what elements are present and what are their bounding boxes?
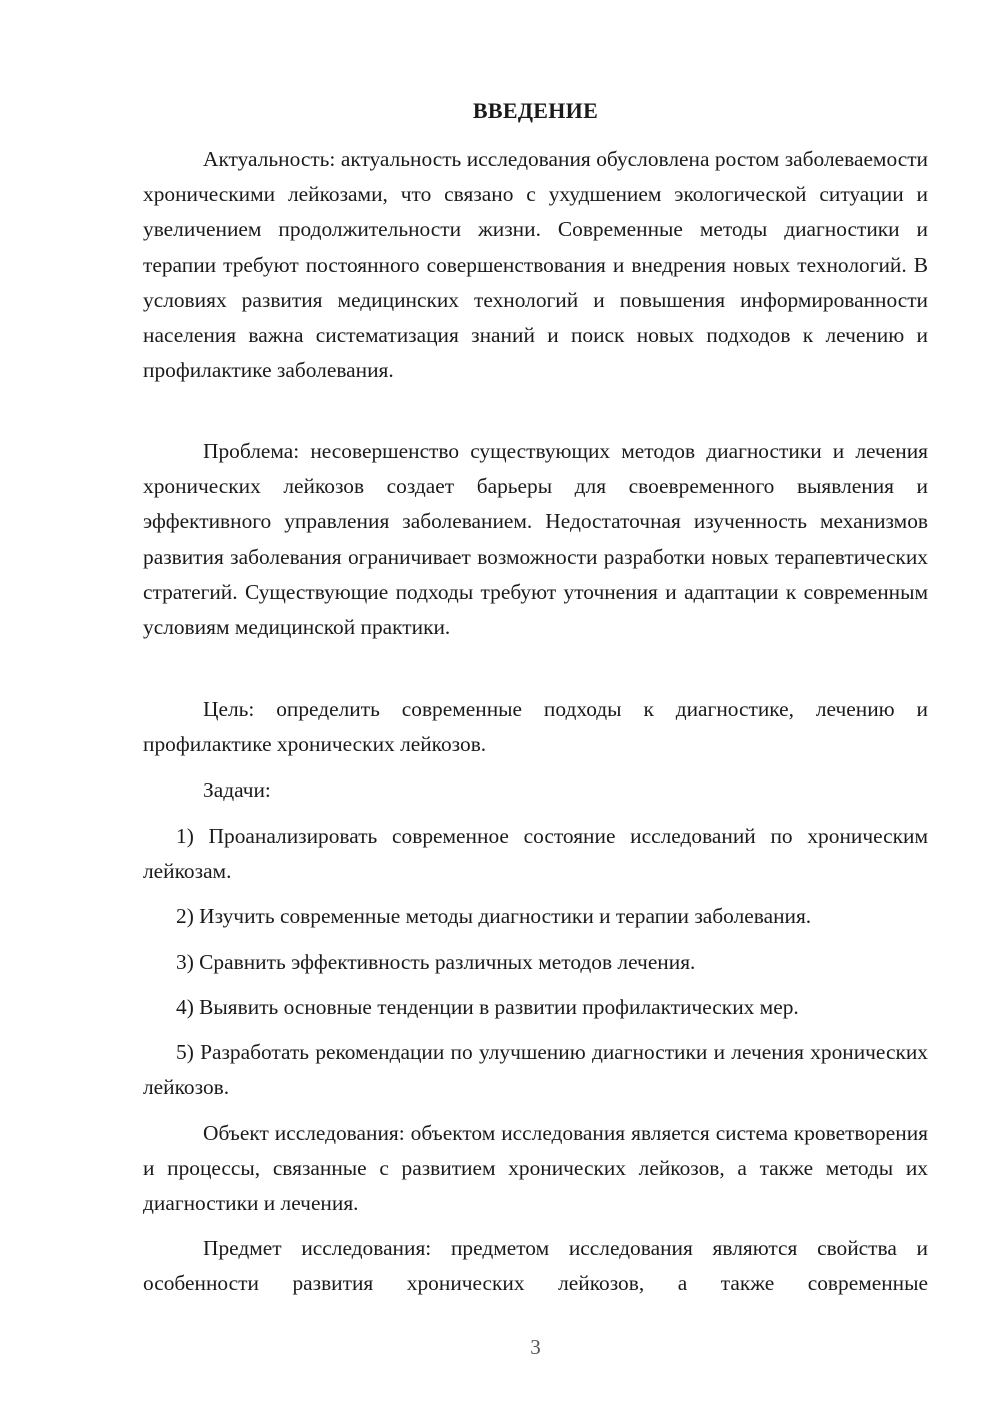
- document-page: [143, 0, 928, 1414]
- task-item-2: 2) Изучить современные методы диагностики и терапии заболевания.: [176, 904, 812, 928]
- task-item-1: 1) Проанализировать современное состояние исследований по хроническим лейкозам.: [143, 824, 928, 884]
- paragraph-relevance: Актуальность: актуальность исследования обусловлена ростом заболеваемости хроническими лейкозами, что связано с ухудшением экологической ситуации и увеличением продолжительности жизни. Современные методы диагностики и терапии требуют постоянного совершенствования и внедрения новых технологий. В условиях развития медицинских технологий и повышения информированности населения важна систематизация знаний и поиск новых подходов к лечению и профилактике заболевания.: [143, 147, 928, 383]
- section-heading: ВВЕДЕНИЕ: [472, 98, 599, 123]
- task-item-3: 3) Сравнить эффективность различных методов лечения.: [176, 950, 696, 974]
- task-item-4: 4) Выявить основные тенденции в развитии профилактических мер.: [176, 995, 799, 1019]
- paragraph-subject: Предмет исследования: предметом исследования являются свойства и особенности развития хронических лейкозов, а также современные: [143, 1236, 928, 1296]
- paragraph-goal: Цель: определить современные подходы к диагностике, лечению и профилактике хронических лейкозов.: [143, 697, 928, 757]
- paragraph-problem: Проблема: несовершенство существующих методов диагностики и лечения хронических лейкозов создает барьеры для своевременного выявления и эффективного управления заболеванием. Недостаточная изученность механизмов развития заболевания ограничивает возможности разработки новых терапевтических стратегий. Существующие подходы требуют уточнения и адаптации к современным условиям медицинской практики.: [143, 439, 928, 640]
- task-item-5: 5) Разработать рекомендации по улучшению диагностики и лечения хронических лейкозов.: [143, 1040, 928, 1100]
- page-number: 3: [530, 1335, 541, 1359]
- tasks-heading: Задачи:: [203, 778, 271, 802]
- paragraph-object: Объект исследования: объектом исследования является система кроветворения и процессы, связанные с развитием хронических лейкозов, а также методы их диагностики и лечения.: [143, 1121, 928, 1216]
